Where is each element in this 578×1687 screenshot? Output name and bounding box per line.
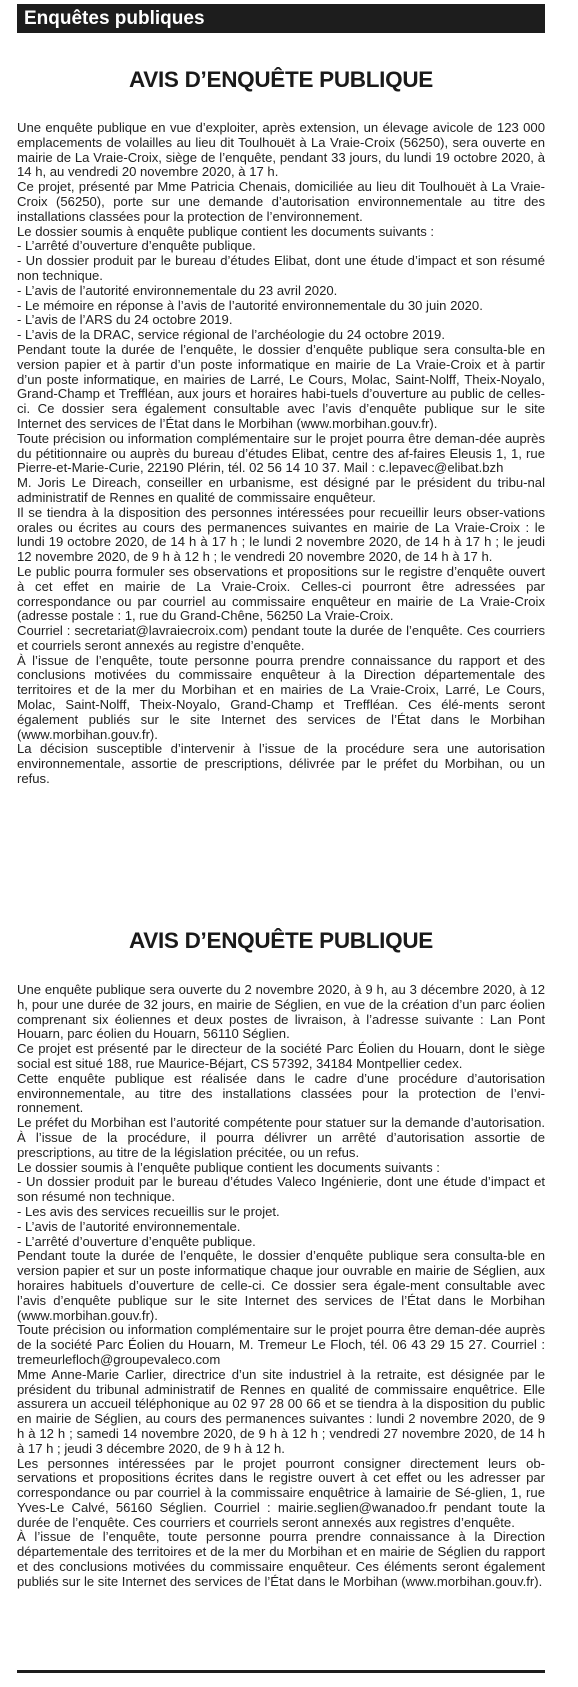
notice-paragraph: Toute précision ou information complémentaire sur le projet pourra être deman-dée auprès du pétitionnaire ou auprès du bureau d’études Elibat, centre des af-faires Eleusis 1, 1, rue Pierre-et-Marie-Curie, 22190 Plérin, tél. 02 56 14 10 37. Mail : c.lepavec@elibat.bzh [17, 430, 545, 476]
notice-title: AVIS D’ENQUÊTE PUBLIQUE [129, 67, 433, 92]
notice-paragraph: Le préfet du Morbihan est l’autorité compétente pour statuer sur la demande d’autorisation. À l’issue de la procédure, il pourra délivrer un arrêté d’autorisation assortie de prescriptions, au titre de la législation précitée, ou un refus. [17, 1115, 545, 1160]
notice-paragraph: Cette enquête publique est réalisée dans le cadre d’une procédure d’autorisation environnementale, au titre des installations classées pour la protection de l’envi-ronnement. [17, 1070, 545, 1116]
bottom-divider [17, 1670, 545, 1673]
notice-paragraph: Mme Anne-Marie Carlier, directrice d’un site industriel à la retraite, est désignée par le président du tribunal administratif de Rennes en qualité de commissaire enquêtrice. Elle assurera un accueil téléphonique au 02 97 28 00 66 et se tiendra à la disposition du public en mairie de Séglien, au cours des permanences suivantes : lundi 2 novembre 2020, de 9 h à 12 h ; samedi 14 novembre 2020, de 9 h à 12 h ; vendredi 27 novembre 2020, de 14 h à 17 h ; jeudi 3 décembre 2020, de 9 h à 12 h. [17, 1366, 545, 1456]
notice-paragraph: La décision susceptible d’intervenir à l’issue de la procédure sera une autorisation environnementale, assortie de prescriptions, délivrée par le préfet du Morbihan, ou un refus. [17, 741, 545, 787]
notice-paragraph: Courriel : secretariat@lavraiecroix.com) pendant toute la durée de l’enquête. Ces courriers et courriels seront annexés au registre d’enquête. [17, 623, 545, 653]
notice-paragraph: À l’issue de l’enquête, toute personne pourra prendre connaissance du rapport et des conclusions motivées du commissaire enquêteur à la Direction départementale des territoires et de la mer du Morbihan et en mairies de La Vraie-Croix, Larré, Le Cours, Molac, Saint-Nolff, Theix-Noyalo, Grand-Champ et Treffléan. Ces élé-ments seront également publiés sur le site Internet des services de l’État dans le Morbihan (www.morbihan.gouv.fr). [17, 652, 545, 742]
notice-list-item: - L’arrêté d’ouverture d’enquête publique. [17, 1233, 256, 1249]
section-title: Enquêtes publiques [24, 8, 205, 29]
notice-paragraph: Toute précision ou information complémentaire sur le projet pourra être deman-dée auprès de la société Parc Éolien du Houarn, M. Tremeur Le Floch, tél. 06 43 29 15 27. Courriel : tremeurlefloch@groupevaleco.com [17, 1322, 545, 1367]
notice-list-item: - L’avis de l’autorité environnementale. [17, 1218, 241, 1234]
notice-paragraph: Ce projet est présenté par le directeur de la société Parc Éolien du Houarn, dont le siège social est situé 188, rue Maurice-Béjart, CS 57392, 34184 Montpellier cedex. [17, 1041, 545, 1071]
notice-paragraph: Le dossier soumis à l’enquête publique contient les documents suivants : [17, 1159, 440, 1175]
notice-list-item: - L’avis de l’ARS du 24 octobre 2019. [17, 312, 233, 328]
notice-list-item: - L’avis de l’autorité environnementale du 23 avril 2020. [17, 282, 338, 298]
notice-paragraph: Une enquête publique en vue d’exploiter, après extension, un élevage avicole de 123 000 emplacements de volailles au lieu dit Toulhouët à La Vraie-Croix (56250), sera ouverte en mairie de La Vraie-Croix, siège de l’enquête, pendant 33 jours, du lundi 19 octobre 2020, à 14 h, au vendredi 20 novembre 2020, à 17 h. [17, 120, 545, 180]
notice-paragraph: Pendant toute la durée de l’enquête, le dossier d’enquête publique sera consulta-ble en version papier et sur un poste informatique chaque jour ouvrable en mairie de Séglien, aux horaires habituels d’ouverture de celle-ci. Ce dossier sera égale-ment consultable avec l’avis d’enquête publique sur le site Internet des services de l’État dans le Morbihan (www.morbihan.gouv.fr). [17, 1248, 545, 1323]
notice-paragraph: Le dossier soumis à enquête publique contient les documents suivants : [17, 223, 435, 239]
legal-notices-page [17, 0, 545, 1687]
notice-paragraph: Une enquête publique sera ouverte du 2 novembre 2020, à 9 h, au 3 décembre 2020, à 12 h, pour une durée de 32 jours, en mairie de Séglien, en vue de la création d’un parc éolien comprenant six éoliennes et deux postes de livraison, à l’adresse suivante : Lan Pont Houarn, parc éolien du Houarn, 56110 Séglien. [17, 982, 545, 1042]
notice-paragraph: À l’issue de l’enquête, toute personne pourra prendre connaissance à la Direction départementale des territoires et de la mer du Morbihan et en mairie de Séglien du rapport et des conclusions motivées du commissaire enquêteur. Ces éléments seront également publiés sur le site Internet des services de l’État dans le Morbihan (www.morbihan.gouv.fr). [17, 1529, 545, 1589]
section-header-bar [17, 4, 545, 33]
notice-paragraph: Les personnes intéressées par le projet pourront consigner directement leurs ob-servations et propositions écrites dans le registre ouvert à cet effet ou les adresser par correspondance ou par courriel à la commissaire enquêtrice à lamairie de Sé-glien, 1, rue Yves-Le Calvé, 56160 Séglien. Courriel : mairie.seglien@wanadoo.fr pendant toute la durée de l’enquête. Ces courriers et courriels seront annexés aux registres d’enquête. [17, 1455, 545, 1530]
notice-paragraph: M. Joris Le Direach, conseiller en urbanisme, est désigné par le président du tribu-nal administratif de Rennes en qualité de commissaire enquêteur. [17, 475, 545, 505]
notice-body [17, 121, 545, 787]
notice-list-item: - Un dossier produit par le bureau d’études Valeco Ingénierie, dont une étude d’impact et son résumé non technique. [17, 1174, 545, 1205]
notice-paragraph: Le public pourra formuler ses observations et propositions sur le registre d’enquête ouvert à cet effet en mairie de La Vraie-Croix. Celles-ci pourront être adressées par correspondance ou par courriel au commissaire enquêteur en mairie de La Vraie-Croix (adresse postale : 1, rue du Grand-Chêne, 56250 La Vraie-Croix. [17, 563, 545, 624]
notice-list-item: - L’arrêté d’ouverture d’enquête publique. [17, 238, 256, 254]
notice-paragraph: Ce projet, présenté par Mme Patricia Chenais, domiciliée au lieu dit Toulhouët à La Vraie-Croix (56250), porte sur une demande d’autorisation environnementale au titre des installations classées pour la protection de l’environnement. [17, 179, 545, 224]
notice-list-item: - Le mémoire en réponse à l’avis de l’autorité environnementale du 30 juin 2020. [17, 297, 483, 313]
notice-list-item: - Un dossier produit par le bureau d’études Elibat, dont une étude d’impact et son résumé non technique. [17, 253, 545, 283]
notice-list-item: - Les avis des services recueillis sur le projet. [17, 1203, 280, 1219]
notice-body [17, 983, 545, 1590]
notice-list-item: - L’avis de la DRAC, service régional de l’archéologie du 24 octobre 2019. [17, 327, 445, 343]
notice-paragraph: Il se tiendra à la disposition des personnes intéressées pour recueillir leurs obser-vations orales ou écrites au cours des permanences suivantes en mairie de La Vraie-Croix : le lundi 19 octobre 2020, de 14 h à 17 h ; le lundi 2 novembre 2020, de 14 h à 17 h ; le jeudi 12 novembre 2020, de 9 h à 12 h ; le vendredi 20 novembre 2020, de 14 h à 17 h. [17, 504, 545, 565]
notice-paragraph: Pendant toute la durée de l’enquête, le dossier d’enquête publique sera consulta-ble en version papier et à partir d’un poste informatique en mairie de La Vraie-Croix et à partir d’un poste informatique, en mairies de Larré, Le Cours, Molac, Saint-Nolff, Theix-Noyalo, Grand-Champ et Treffléan, aux jours et horaires habi-tuels d’ouverture au public de celles-ci. Ce dossier sera également consultable avec l’avis d’enquête publique sur le site Internet des services de l’État dans le Morbihan (www.morbihan.gouv.fr). [17, 341, 545, 431]
notice-title: AVIS D’ENQUÊTE PUBLIQUE [129, 928, 433, 953]
